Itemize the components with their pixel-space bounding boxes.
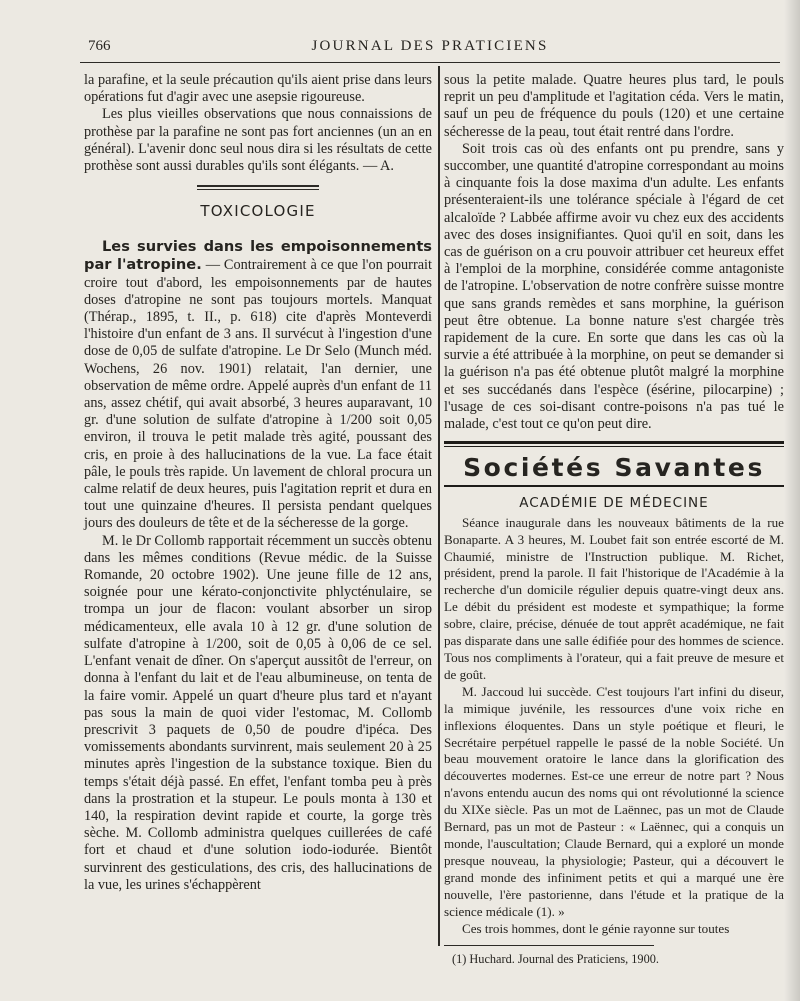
article-text: — Contrairement à ce que l'on pourrait croire tout d'abord, les empoisonnements par de hautes doses d'atropine ne sont pas toujours mortels. Manquat (Thérap., 1895, t. II., p. 618) cite d'après Monteverdi l'histoire d'un enfant de 3 ans. Il survécut à l'ingestion d'une dose de 0,05 de sulfate d'atropine. Le Dr Selo (Munch méd. Wochens, 26 nov. 1901) relatait, l'an dernier, une observation de même ordre. Appelé auprès d'un enfant de 11 ans, assez chétif, qui avait absorbé, 3 heures auparavant, 10 gr. d'une solution de sulfate d'atropine à 1/200 soit 0,05 environ, il trouva le petit malade très agité, poussant des cris, en proie à des hallucinations de la vue. La face était pâle, le pouls très rapide. Un lavement de chloral procura un calme relatif de deux heures, puis l'agitation reprit et dura en tout une quinzaine d'heures. Il persista pendant quelques jours des douleurs de tête et de la sécheresse de la gorge.: [84, 257, 432, 532]
page-edge-shadow: [784, 0, 800, 1001]
section-title: Sociétés Savantes: [463, 452, 765, 482]
column-divider: [438, 66, 440, 946]
journal-title: JOURNAL DES PRATICIENS: [311, 38, 549, 54]
paragraph: Soit trois cas où des enfants ont pu prendre, sans y succomber, une quantité d'atropine correspondant au moins à cinquante fois la dose maxima d'un adulte. Les enfants présenteraient-ils une tolérance spéciale à l'égard de cet alcaloïde ? Labbée affirme avoir vu chez eux des accidents avec des doses insignifiantes. Quoi qu'il en soit, dans les cas de guérison on a cru pouvoir attribuer cet heureux effet à l'emploi de la morphine, considérée comme antagoniste de l'atropine. L'observation de notre confrère suisse montre que sans grands remèdes et sans morphine, la guérison peut être obtenue. La bonne nature s'est chargée très rapidement de la cure. En sorte que dans les cas où la survie a été attribuée à la morphine, on peut se demander si la guérison n'a pas été obtenue plutôt malgré la morphine et ses succédanés dans l'espèce (ésérine, pilocarpine) ; l'usage de ces soi-disant contre-poisons n'a pas tué le malade, c'est tout ce qu'on peut dire.: [444, 140, 784, 433]
subsection-title: ACADÉMIE DE MÉDECINE: [519, 494, 709, 511]
page-header: [80, 36, 780, 63]
left-column: [84, 72, 432, 894]
right-column: [444, 72, 784, 967]
section-title: TOXICOLOGIE: [200, 202, 316, 221]
societes-header: [444, 453, 784, 487]
academie-body: [444, 515, 784, 938]
paragraph: Les plus vieilles observations que nous connaissions de prothèse par la parafine ne sont pas fort anciennes (un an en général). L'avenir donc seul nous dira si les résultats de cette prothèse sont aussi durables qu'ils sont élégants. — A.: [84, 106, 432, 175]
page-number: 766: [88, 38, 111, 54]
footnote: (1) Huchard. Journal des Praticiens, 1900.: [452, 952, 659, 967]
paragraph: la parafine, et la seule précaution qu'ils aient prise dans leurs opérations fut d'agir avec une asepsie rigoureuse.: [84, 72, 432, 106]
footnote-rule: [444, 945, 654, 946]
section-rule: [444, 446, 784, 447]
paragraph: Ces trois hommes, dont le génie rayonne sur toutes: [462, 920, 730, 936]
paragraph: M. le Dr Collomb rapportait récemment un succès obtenu dans les mêmes conditions (Revue médic. de la Suisse Romande, 20 octobre 1902). Une jeune fille de 12 ans, soignée pour une kérato-conjonctivite phlycténulaire, se trompa un jour de flacon: voulant absorber un sirop médicamenteux, elle avala 10 à 12 gr. d'une solution de sulfate d'atropine à 1/200, soit de 0,05 à 0,06 de ce sel. L'enfant venait de dîner. On s'aperçut aussitôt de l'erreur, on donna à l'enfant du lait et de l'eau albumineuse, on tenta de la faire vomir. Appelé un quart d'heure plus tard et n'ayant pas sous la main de quoi vider l'estomac, M. Collomb prescrivit 3 paquets de 0,50 de poudre d'ipéca. Des vomissements abondants survinrent, mais seulement 20 à 25 minutes après l'ingestion de la substance toxique. Bien du temps s'était déjà passé. En effet, l'enfant tomba peu à près dans la prostration et la stupeur. Le pouls monta à 130 et 140, la respiration devint rapide et courte, la gorge très sèche. M. Collomb administra quelques cuillerées de café fort et chaud et d'une solution iodo-iodurée. Bientôt survinrent des gesticulations, des cris, des hallucinations de la vue, les urines s'échappèrent: [84, 532, 432, 893]
section-rule: [444, 441, 784, 444]
paragraph: sous la petite malade. Quatre heures plus tard, le pouls reprit un peu d'amplitude et l'agitation céda. Vers le matin, sauf un peu de fréquence du pouls (120) et une certaine sécheresse de la peau, tout était rentré dans l'ordre.: [444, 72, 784, 140]
paragraph: [84, 238, 432, 532]
paragraph: M. Jaccoud lui succède. C'est toujours l'art infini du diseur, la mimique juvénile, les ressources d'une voix riche en inflexions éloquentes. Dans un style poétique et fleuri, le Secrétaire perpétuel rappelle le passé de la noble Société. Un beau mouvement oratoire le lance dans la glorification des découvertes modernes. Est-ce une erreur de notre part ? Nous n'avons entendu aucun des noms qui ont révolutionné la science du XIXe siècle. Pas un mot de Laënnec, pas un mot de Claude Bernard, pas un mot de Pasteur : « Laënnec, qui a conquis un monde, l'auscultation; Claude Bernard, qui a exploré un monde presque nouveau, la physiologie; Pasteur, qui a découvert le grand monde des infiniment petits et qui a marqué une ère nouvelle, l'ère pastorienne, dans l'étude et la pratique de la science médicale (1). »: [444, 683, 784, 919]
article-title: Les survies dans les empoisonnements par l'atropine.: [84, 238, 432, 274]
section-ornament-rule: [197, 185, 319, 190]
paragraph: Séance inaugurale dans les nouveaux bâtiments de la rue Bonaparte. A 3 heures, M. Loubet fait son entrée escorté de M. Chaumié, ministre de l'Instruction publique. M. Richet, président, prend la parole. Il fait l'historique de l'Académie à la recherche d'un domicile régulier depuis quatre-vingt deux ans. Le débit du président est modeste et sympathique; la forme sobre, claire, précise, dénuée de tout apprêt académique, ne fait pas disparate dans une salle édifiée pour des hommes de science. Tous nos compliments à l'orateur, qui a fait preuve de mesure et de goût.: [444, 514, 784, 682]
